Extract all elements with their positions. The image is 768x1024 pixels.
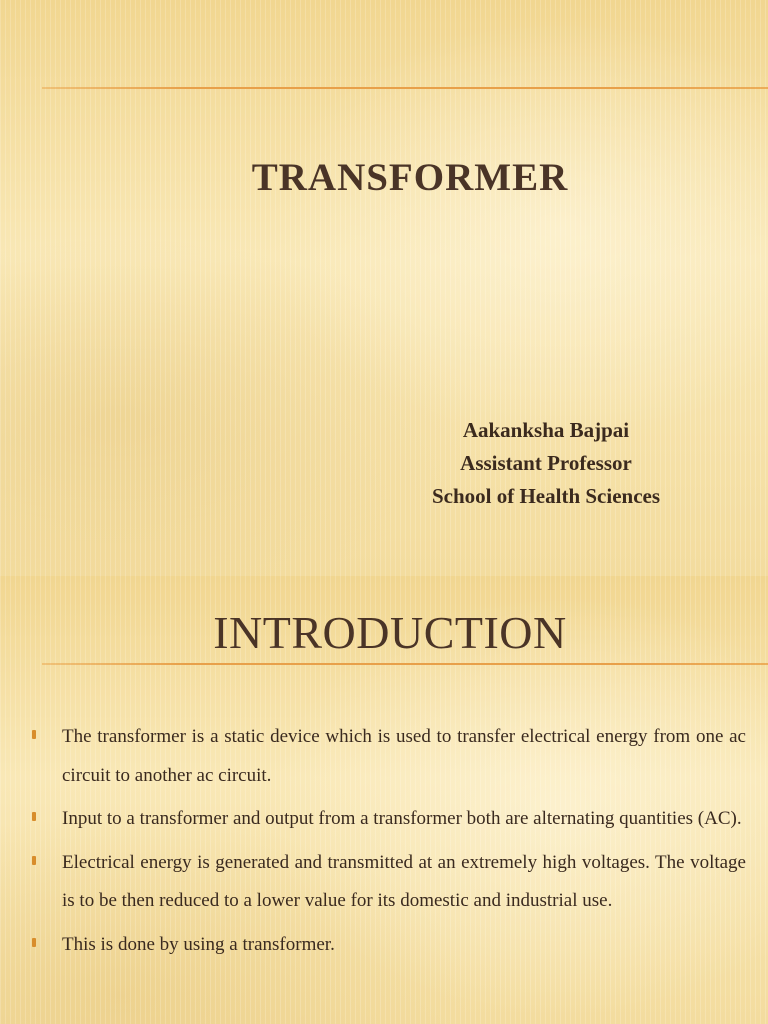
bullet-mark-icon	[32, 812, 36, 821]
section-title: INTRODUCTION	[213, 607, 567, 658]
bullet-mark-icon	[32, 856, 36, 865]
introduction-slide	[0, 576, 768, 1024]
list-item	[62, 926, 746, 965]
author-name: Aakanksha Bajpai	[462, 418, 630, 442]
bullet-text: This is done by using a transformer.	[62, 933, 335, 955]
list-item	[62, 800, 746, 839]
author-position: Assistant Professor	[460, 451, 632, 475]
bullet-mark-icon	[32, 938, 36, 947]
slide-title: TRANSFORMER	[251, 156, 569, 199]
title-rule	[42, 87, 768, 89]
bullet-text: The transformer is a static device which is used to transfer electrical energy from one ac circuit to another ac circuit.	[62, 726, 746, 786]
list-item	[62, 844, 746, 921]
author-block	[360, 414, 732, 513]
bullet-text: Electrical energy is generated and transmitted at an extremely high voltages. The voltage is to be then reduced to a lower value for its domestic and industrial use.	[62, 851, 746, 911]
bullet-list	[0, 718, 768, 969]
author-affiliation: School of Health Sciences	[431, 484, 661, 508]
bullet-mark-icon	[32, 730, 36, 739]
list-item	[62, 718, 746, 795]
bullet-text: Input to a transformer and output from a transformer both are alternating quantities (AC).	[62, 808, 742, 829]
section-rule	[42, 663, 768, 665]
